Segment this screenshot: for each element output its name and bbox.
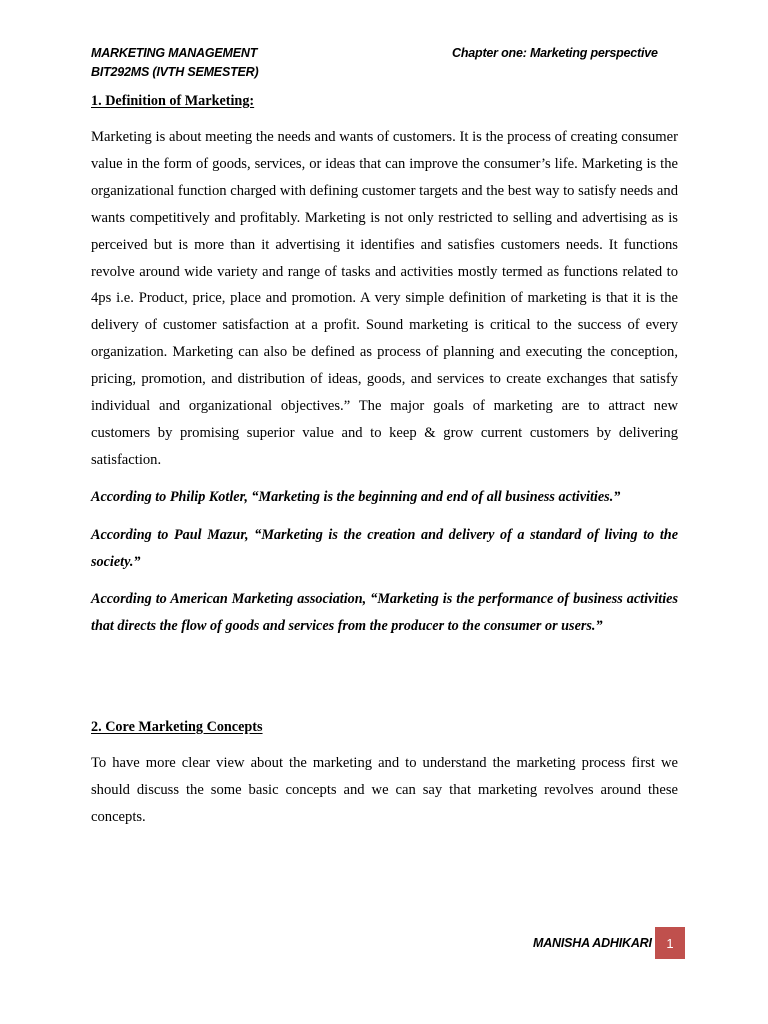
course-code: BIT292MS (IVTH SEMESTER) <box>91 65 259 79</box>
section-heading-definition: 1. Definition of Marketing: <box>91 93 255 109</box>
page-number-badge: 1 <box>655 927 685 959</box>
quote-ama: According to American Marketing association, “Marketing is the performance of business activities that directs the flow of goods and services from the producer to the consumer or users.” <box>91 591 678 634</box>
course-title: MARKETING MANAGEMENT <box>91 46 258 60</box>
quote-kotler: According to Philip Kotler, “Marketing is the beginning and end of all business activities.” <box>91 489 621 505</box>
author-name: MANISHA ADHIKARI <box>533 936 652 950</box>
section-heading-core-concepts: 2. Core Marketing Concepts <box>91 719 263 735</box>
chapter-title: Chapter one: Marketing perspective <box>452 46 658 60</box>
definition-paragraph: Marketing is about meeting the needs and wants of customers. It is the process of creating consumer value in the form of goods, services, or ideas that can improve the consumer’s life. Marketing is the organizational function charged with defining customer targets and the best way to satisfy needs and wants competitively and profitably. Marketing is not only restricted to selling and advertising as is perceived but is more than it advertising it identifies and satisfies customers needs. It functions revolve around wide variety and range of tasks and activities mostly termed as functions related to 4ps i.e. Product, price, place and promotion. A very simple definition of marketing is that it is the delivery of customer satisfaction at a profit. Sound marketing is critical to the success of every organization. Marketing can also be defined as process of planning and executing the conception, pricing, promotion, and distribution of ideas, goods, and services to create exchanges that satisfy individual and organizational objectives.” The major goals of marketing are to attract new customers by promising superior value and to keep & grow current customers by delivering satisfaction. <box>91 129 678 468</box>
core-concepts-paragraph: To have more clear view about the marketing and to understand the marketing process first we should discuss the some basic concepts and we can say that marketing revolves around these concepts. <box>91 755 678 825</box>
quote-mazur: According to Paul Mazur, “Marketing is the creation and delivery of a standard of living to the society.” <box>91 527 678 570</box>
